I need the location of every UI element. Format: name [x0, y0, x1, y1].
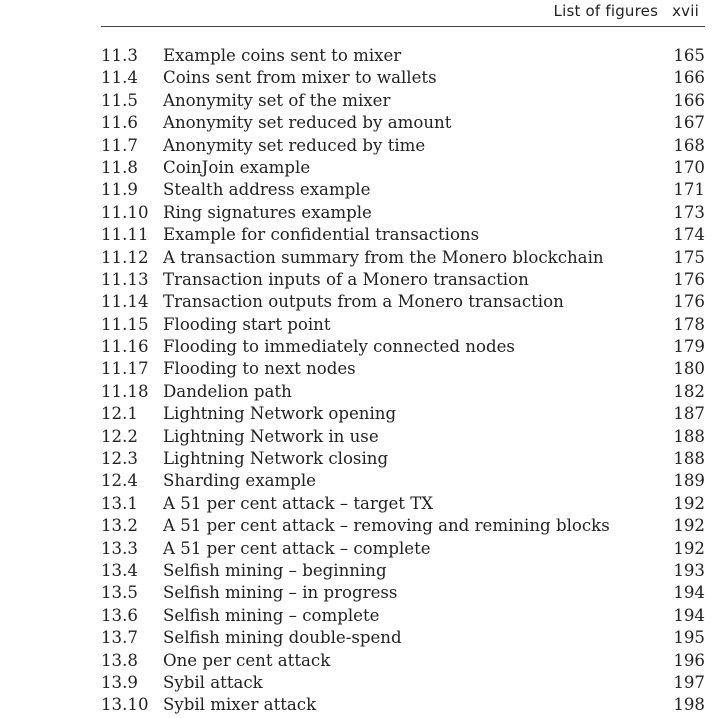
- figure-page-number: 188: [673, 426, 705, 446]
- figure-title: Anonymity set reduced by time: [163, 135, 426, 155]
- figure-page-number: 192: [673, 493, 705, 513]
- figure-page-number: 194: [673, 583, 705, 603]
- figure-title: CoinJoin example: [163, 157, 311, 177]
- figure-entry[interactable]: [101, 336, 705, 358]
- figure-number: 11.7: [101, 135, 138, 155]
- figure-title: Lightning Network opening: [163, 404, 397, 424]
- figure-title: Anonymity set reduced by amount: [163, 113, 452, 133]
- figure-title: Selfish mining – in progress: [163, 583, 398, 603]
- figure-page-number: 179: [673, 337, 705, 357]
- figure-entry[interactable]: [101, 650, 705, 672]
- figure-entry[interactable]: [101, 202, 705, 224]
- figure-page-number: 189: [673, 471, 705, 491]
- figure-page-number: 175: [673, 247, 705, 267]
- figure-title: Transaction inputs of a Monero transaction: [163, 269, 529, 289]
- figure-title: Dandelion path: [163, 381, 292, 401]
- figure-page-number: 192: [673, 516, 705, 536]
- figure-page-number: 173: [673, 202, 705, 222]
- figure-number: 12.4: [101, 471, 138, 491]
- figure-number: 11.12: [101, 247, 149, 267]
- figure-entry[interactable]: [101, 247, 705, 269]
- figure-number: 11.3: [101, 46, 138, 65]
- figure-page-number: 194: [673, 605, 705, 625]
- figure-page-number: 166: [673, 68, 705, 88]
- figure-number: 11.8: [101, 157, 138, 177]
- running-head-page-number: xvii: [672, 2, 699, 20]
- figure-page-number: 187: [673, 404, 705, 424]
- figure-entry[interactable]: [101, 157, 705, 179]
- figure-page-number: 166: [673, 90, 705, 110]
- figure-title: Stealth address example: [163, 180, 371, 200]
- figure-page-number: 188: [673, 449, 705, 469]
- list-of-figures: [101, 45, 705, 717]
- figure-entry[interactable]: [101, 448, 705, 470]
- figure-title: A 51 per cent attack – removing and remining blocks: [163, 516, 610, 536]
- figure-number: 13.5: [101, 583, 138, 603]
- figure-page-number: 182: [673, 381, 705, 401]
- figure-entry[interactable]: [101, 112, 705, 134]
- figure-entry[interactable]: [101, 358, 705, 380]
- figure-entry[interactable]: [101, 224, 705, 246]
- figure-page-number: 195: [673, 628, 705, 648]
- figure-title: Lightning Network in use: [163, 426, 379, 446]
- figure-entry[interactable]: [101, 582, 705, 604]
- figure-number: 13.8: [101, 650, 138, 670]
- figure-title: Ring signatures example: [163, 202, 372, 222]
- figure-number: 11.14: [101, 292, 149, 312]
- figure-title: Selfish mining – complete: [163, 605, 380, 625]
- figure-entry[interactable]: [101, 426, 705, 448]
- figure-title: Selfish mining double-spend: [163, 628, 402, 648]
- figure-number: 13.9: [101, 672, 138, 692]
- header-rule: [101, 26, 705, 27]
- figure-number: 11.16: [101, 337, 149, 357]
- figure-page-number: 171: [673, 180, 705, 200]
- figure-number: 12.2: [101, 426, 138, 446]
- figure-title: Coins sent from mixer to wallets: [163, 68, 437, 88]
- figure-page-number: 174: [673, 225, 705, 245]
- figure-entry[interactable]: [101, 179, 705, 201]
- figure-page-number: 192: [673, 538, 705, 558]
- figure-number: 11.10: [101, 202, 149, 222]
- figure-page-number: 196: [673, 650, 705, 670]
- figure-title: Sybil attack: [163, 672, 263, 692]
- figure-number: 11.4: [101, 68, 138, 88]
- figure-title: One per cent attack: [163, 650, 331, 670]
- figure-number: 11.18: [101, 381, 149, 401]
- figure-entry[interactable]: [101, 515, 705, 537]
- figure-entry[interactable]: [101, 694, 705, 716]
- figure-number: 13.4: [101, 560, 138, 580]
- figure-number: 12.3: [101, 449, 138, 469]
- figure-number: 13.2: [101, 516, 138, 536]
- figure-title: Flooding to immediately connected nodes: [163, 337, 515, 357]
- figure-entry[interactable]: [101, 135, 705, 157]
- figure-title: A 51 per cent attack – target TX: [163, 493, 434, 513]
- figure-number: 12.1: [101, 404, 138, 424]
- figure-number: 13.3: [101, 538, 138, 558]
- figure-title: Example coins sent to mixer: [163, 46, 402, 65]
- figure-entry[interactable]: [101, 627, 705, 649]
- figure-entry[interactable]: [101, 560, 705, 582]
- figure-entry[interactable]: [101, 45, 705, 67]
- figure-number: 13.7: [101, 628, 138, 648]
- figure-page-number: 197: [673, 672, 705, 692]
- figure-title: Transaction outputs from a Monero transaction: [163, 292, 564, 312]
- figure-number: 11.9: [101, 180, 138, 200]
- figure-title: Flooding to next nodes: [163, 359, 356, 379]
- figure-entry[interactable]: [101, 269, 705, 291]
- figure-entry[interactable]: [101, 291, 705, 313]
- figure-number: 11.17: [101, 359, 149, 379]
- figure-title: Sybil mixer attack: [163, 695, 317, 715]
- figure-entry[interactable]: [101, 90, 705, 112]
- figure-title: Anonymity set of the mixer: [163, 90, 391, 110]
- figure-number: 13.6: [101, 605, 138, 625]
- figure-title: Lightning Network closing: [163, 449, 389, 469]
- figure-number: 13.10: [101, 695, 149, 715]
- figure-page-number: 176: [673, 269, 705, 289]
- figure-entry[interactable]: [101, 672, 705, 694]
- figure-entry[interactable]: [101, 493, 705, 515]
- figure-number: 13.1: [101, 493, 138, 513]
- figure-page-number: 176: [673, 292, 705, 312]
- figure-page-number: 167: [673, 113, 705, 133]
- figure-page-number: 180: [673, 359, 705, 379]
- figure-number: 11.6: [101, 113, 138, 133]
- figure-entry[interactable]: [101, 314, 705, 336]
- figure-page-number: 193: [673, 560, 705, 580]
- figure-number: 11.13: [101, 269, 149, 289]
- figure-number: 11.11: [101, 225, 149, 245]
- figure-page-number: 168: [673, 135, 705, 155]
- figure-title: Example for confidential transactions: [163, 225, 480, 245]
- figure-title: Selfish mining – beginning: [163, 560, 387, 580]
- figure-entry[interactable]: [101, 67, 705, 89]
- figure-title: A 51 per cent attack – complete: [163, 538, 431, 558]
- figure-page-number: 170: [673, 157, 705, 177]
- figure-entry[interactable]: [101, 605, 705, 627]
- figure-entry[interactable]: [101, 381, 705, 403]
- figure-entry[interactable]: [101, 470, 705, 492]
- figure-title: Sharding example: [163, 471, 316, 491]
- figure-page-number: 178: [673, 314, 705, 334]
- figure-title: Flooding start point: [163, 314, 331, 334]
- running-head-title: List of figures: [553, 2, 659, 20]
- figure-page-number: 165: [673, 46, 705, 65]
- figure-number: 11.15: [101, 314, 149, 334]
- running-head: [554, 2, 699, 20]
- figure-entry[interactable]: [101, 403, 705, 425]
- figure-number: 11.5: [101, 90, 138, 110]
- figure-entry[interactable]: [101, 538, 705, 560]
- figure-page-number: 198: [673, 695, 705, 715]
- figure-title: A transaction summary from the Monero blockchain: [163, 247, 604, 267]
